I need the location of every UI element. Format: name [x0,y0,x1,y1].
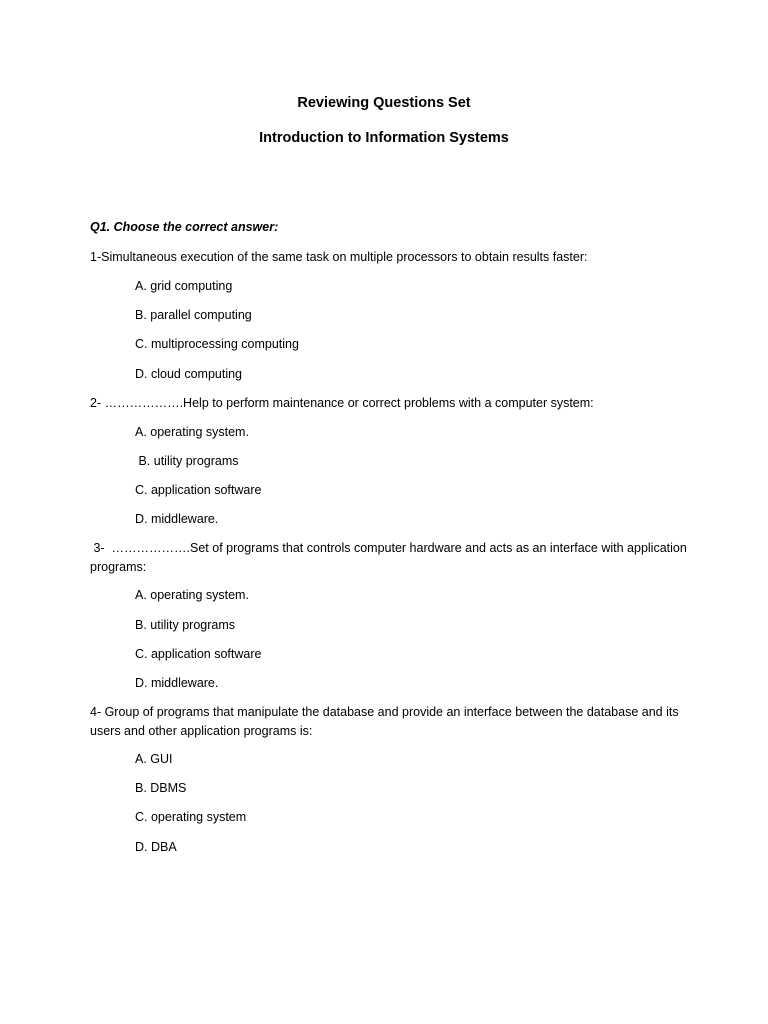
question-4-option-b: B. DBMS [135,781,187,795]
question-1-text: 1-Simultaneous execution of the same task on multiple processors to obtain results faster: [90,250,588,264]
question-2-text: 2- ……………….Help to perform maintenance or correct problems with a computer system: [90,396,594,410]
question-2 [90,394,690,413]
question-3 [90,539,690,577]
question-1-option-c: C. multiprocessing computing [135,337,299,351]
document-subtitle: Introduction to Information Systems [259,130,509,146]
question-1 [90,248,690,267]
question-3-option-a: A. operating system. [135,588,249,602]
question-1-option-a: A. grid computing [135,279,233,293]
question-3-option-c: C. application software [135,647,262,661]
section-heading: Q1. Choose the correct answer: [90,220,279,234]
question-4-text: 4- Group of programs that manipulate the database and provide an interface between the database and its users and other application programs is: [90,705,683,738]
question-4-option-a: A. GUI [135,752,173,766]
question-2-option-d: D. middleware. [135,512,219,526]
question-4 [90,703,690,741]
question-1-option-b: B. parallel computing [135,308,252,322]
question-3-option-d: D. middleware. [135,676,219,690]
question-4-option-d: D. DBA [135,840,177,854]
question-2-option-b: B. utility programs [135,454,239,468]
question-3-text: 3- ……………….Set of programs that controls computer hardware and acts as an interface with application programs: [90,541,691,574]
question-2-option-a: A. operating system. [135,425,249,439]
question-4-option-c: C. operating system [135,810,247,824]
document-title: Reviewing Questions Set [297,95,471,111]
question-3-option-b: B. utility programs [135,618,236,632]
question-2-option-c: C. application software [135,483,262,497]
question-1-option-d: D. cloud computing [135,367,243,381]
